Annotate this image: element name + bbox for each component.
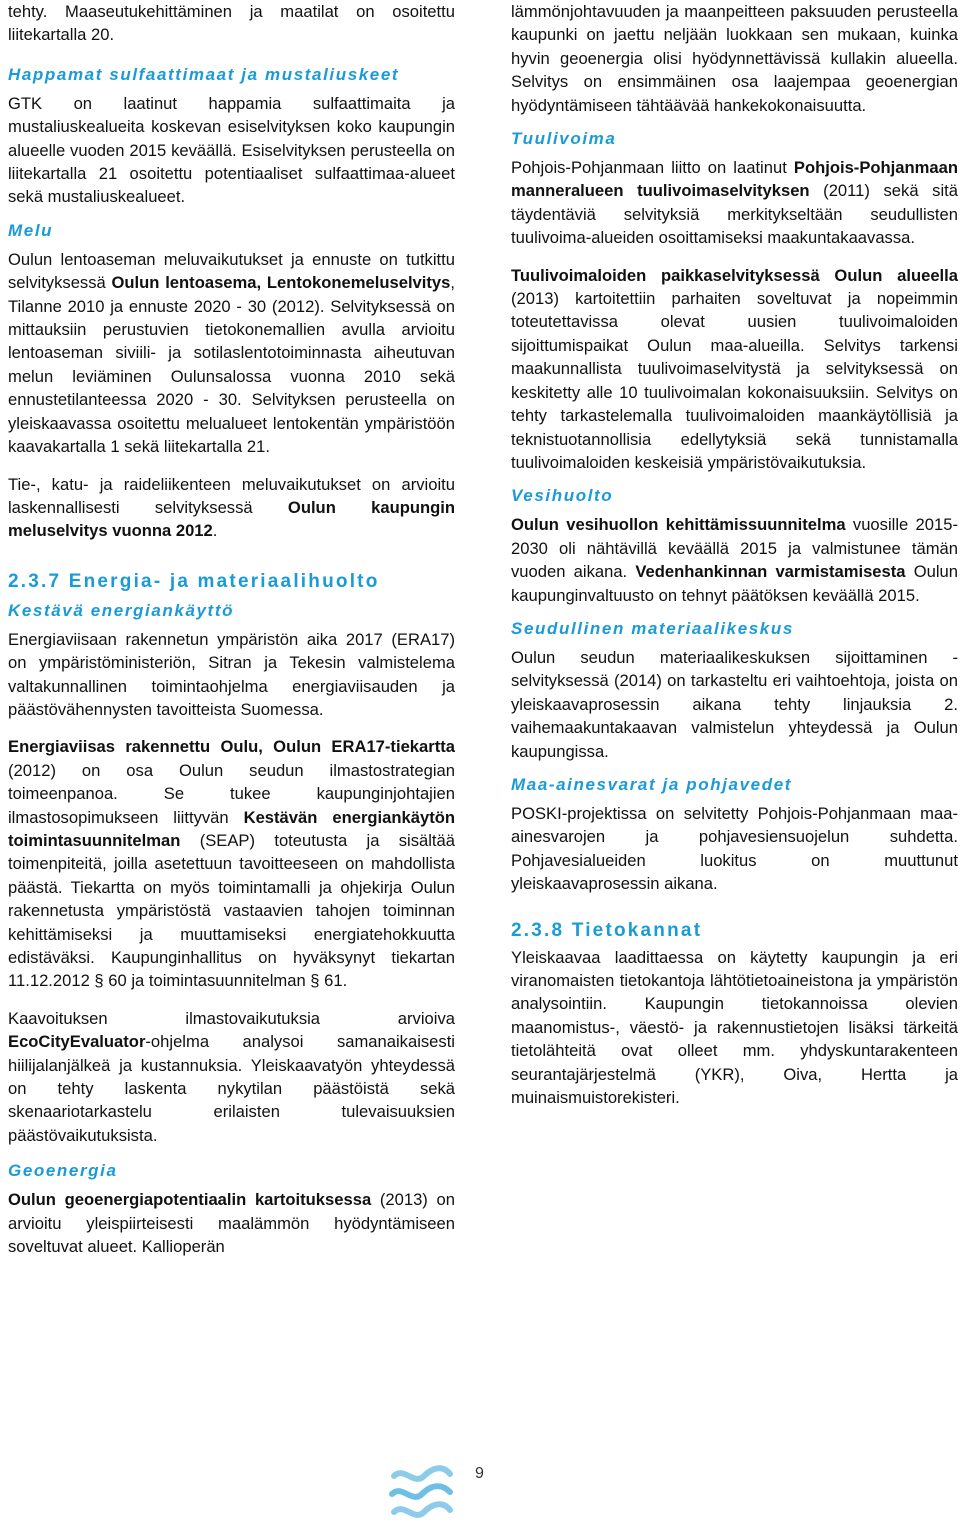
energia-link-era17: Energiaviisas rakennettu Oulu, Oulun ERA17-tiekartta (8, 737, 455, 757)
heading-kestava: Kestävä energiankäyttö (8, 600, 235, 620)
wave-logo-icon (388, 1462, 454, 1526)
melu2-text-c: . (212, 521, 218, 541)
intro-paragraph: tehty. Maaseutukehittäminen ja maatilat on osoitettu liitekartalla 20. (8, 2, 455, 45)
paragraph-geo-continued: lämmönjohtavuuden ja maanpeitteen paksuuden perusteella kaupunki on jaettu neljään luokkaan sen mukaan, kuinka hyvin geoenergia olisi hyödynnettävissä kullakin alueella. Selvitys on ensimmäinen osa laajempaa geoenergian hyödyntämiseen tähtäävää hankekokonaisuutta. (511, 2, 958, 115)
heading-melu: Melu (8, 220, 54, 240)
energia3-link-ecocity: EcoCityEvaluator (8, 1032, 146, 1052)
vesi-link-vedenhankinta: Vedenhankinnan varmistamisesta (635, 562, 906, 582)
energia-text-d: (SEAP) toteutusta ja sisältää toimenpiteitä, joilla asetettuun tavoitteeseen on mahdollista päästä. Tiekartta on myös toimintamalli ja ohjekirja Oulun rakennetusta ympäristöstä vastaavien tahojen toiminnan kehittämiseksi ja muuttamiseksi energiatehokkuutta edistäväksi. Kaupunginhallitus on hyväksynyt tiekartan 11.12.2012 § 60 ja toimintasuunnitelman § 61. (8, 830, 455, 991)
right-column (511, 0, 958, 1109)
paragraph-melu-1 (8, 248, 455, 459)
page-number: 9 (475, 1465, 484, 1482)
vesi-text-b: vuosille 2015-2030 oli nähtävillä keväällä 2015 ja valmistunee tämän vuoden aikana. (511, 515, 958, 582)
logo-wave-2 (392, 1486, 450, 1497)
paragraph-geoenergia (8, 1188, 455, 1258)
paragraph-tietokannat: Yleiskaavaa laadittaessa on käytetty kaupungin ja eri viranomaisten tietokantoja lähtötietoaineistona ja ympäristön analysointiin. Kaupungin tietokannoissa olevien maanomistus-, väestö- ja rakennustietojen lisäksi tärkeitä tietolähteitä ovat olleet mm. yhdyskuntarakenteen seurantajärjestelmä (YKR), Oiva, Hertta ja muinaismuistorekisteri. (511, 947, 958, 1108)
tuuli-link-selvitys: Pohjois-Pohjanmaan manneralueen tuulivoimaselvityksen (511, 158, 958, 201)
paragraph-happamat: GTK on laatinut happamia sulfaattimaita ja mustaliuskealueita koskevan esiselvityksen koko kaupungin alueelle vuoden 2015 keväällä. Esiselvityksen perusteella on liitekartalla 21 osoitettu potentiaaliset sulfaattimaa-alueet sekä mustaliuskealueet. (8, 93, 455, 207)
geo-link-kartoitus: Oulun geoenergiapotentiaalin kartoituksessa (8, 1190, 372, 1210)
geo-text-b: (2013) on arvioitu yleispiirteisesti maalämmön hyödyntämiseen soveltuvat alueet. Kallioperän (8, 1190, 455, 1257)
melu-text-c: , Tilanne 2010 ja ennuste 2020 - 30 (2012). Selvityksessä on mittauksiin perustuvien tietokonemallien avulla arvioitu lentoaseman siviili- ja sotilaslentotoiminnasta aiheutuvan melun leviäminen Oulunsalossa vuonna 2010 sekä ennustetilanteessa 2020 - 30. Selvityksen perusteella on yleiskaavassa osoitettu melualueet lentokentän ympäristöön kaavakartalla 1 sekä liitekartalla 21. (8, 273, 456, 457)
energia3-text-c: -ohjelma analysoi samanaikaisesti hiilijalanjälkeä ja kustannuksia. Yleiskaavatyön yhteydessä on tehty laskenta nykytilan päästöistä sekä skenaariotarkastelu erilaisten tulevaisuuksien päästövaikutuksista. (8, 1032, 455, 1145)
energia-link-seap: Kestävän energiankäytön toimintasuunnitelman (8, 807, 455, 850)
melu-link-lentoasema: Oulun lentoasema, Lentokonemeluselvitys (111, 273, 451, 293)
vesi-text-d: Oulun kaupunginvaltuusto on tehnyt päätöksen keväällä 2015. (511, 562, 959, 605)
heading-materiaalikeskus: Seudullinen materiaalikeskus (511, 618, 794, 638)
tuuli2-text-b: (2013) kartoitettiin parhaiten soveltuvat ja nopeimmin toteutettavissa olevat uusien tuulivoimaloiden sijoittumispaikat Oulun maa-alueilla. Selvitys tarkensi maakunnallista tuulivoimaselvitystä ja selvityksessä on keskitetty alle 10 tuulivoimalan kokonaisuuksiin. Selvitys on tehty tarkastelemalla tuulivoimaloiden maankäytöllisiä ja teknistuotannollisia edellytyksiä sekä tunnistamalla tuulivoimaloiden keskeisiä ympäristövaikutuksia. (511, 289, 958, 472)
paragraph-melu-2 (8, 473, 455, 543)
paragraph-energia-1: Energiaviisaan rakennetun ympäristön aika 2017 (ERA17) on ympäristöministeriön, Sitran ja Tekesin valmistelema valtakunnallinen toimintaohjelma energiaviisauden ja päästövähennysten tavoitteista Suomessa. (8, 629, 455, 719)
energia3-text-a: Kaavoituksen ilmastovaikutuksia arvioiva (8, 1008, 455, 1028)
heading-geoenergia: Geoenergia (8, 1161, 118, 1181)
paragraph-materiaalikeskus: Oulun seudun materiaalikeskuksen sijoittaminen -selvityksessä (2014) on tarkasteltu eri vaihtoehtoja, joista on yleiskaavaprosessin aikana tehty linjauksia 2. vaihemaakuntakaavan valmistelun yhteydessä ja Oulun kaupungissa. (511, 647, 958, 761)
melu2-link-meluselvitys: Oulun kaupungin meluselvitys vuonna 2012 (8, 497, 455, 541)
paragraph-maa-ainesvarat: POSKI-projektissa on selvitetty Pohjois-Pohjanmaan maa-ainesvarojen ja pohjavesiensuojelun suhdetta. Pohjavesialueiden luokitus on muuttunut yleiskaavaprosessin aikana. (511, 803, 958, 894)
heading-vesihuolto: Vesihuolto (511, 486, 614, 506)
logo-wave-3 (394, 1504, 450, 1515)
paragraph-vesihuolto (511, 513, 958, 607)
paragraph-tuuli-1 (511, 156, 958, 250)
tuuli-text-a: Pohjois-Pohjanmaan liitto on laatinut (511, 158, 794, 178)
heading-tuulivoima: Tuulivoima (511, 129, 617, 149)
melu2-text-a: Tie-, katu- ja raideliikenteen meluvaikutukset on arvioitu laskennallisesti selvityksessä (8, 474, 455, 517)
tuuli-text-c: (2011) sekä sitä täydentäviä selvityksiä merkitykseltään seudullisten tuulivoima-alueiden osoittamiseksi maakuntakaavassa. (511, 181, 958, 248)
heading-happamat: Happamat sulfaattimaat ja mustaliuskeet (8, 64, 400, 84)
melu-text-a: Oulun lentoaseman meluvaikutukset ja ennuste on tutkittu selvityksessä (8, 249, 455, 293)
paragraph-energia-3 (8, 1007, 455, 1147)
section-heading-tietokannat: 2.3.8 Tietokannat (511, 919, 703, 941)
tuuli2-link-paikkaselvitys: Tuulivoimaloiden paikkaselvityksessä Oulun alueella (511, 265, 958, 285)
vesi-link-suunnitelma: Oulun vesihuollon kehittämissuunnitelma (511, 515, 846, 535)
paragraph-energia-2 (8, 735, 455, 992)
section-heading-energia: 2.3.7 Energia- ja materiaalihuolto (8, 570, 380, 592)
paragraph-tuuli-2 (511, 264, 958, 475)
heading-maa-ainesvarat: Maa-ainesvarat ja pohjavedet (511, 774, 793, 794)
left-column (8, 0, 455, 1258)
logo-wave-1 (394, 1468, 450, 1479)
energia-text-b: (2012) on osa Oulun seudun ilmastostrategian toimeenpanoa. Se tukee kaupunginjohtajien ilmastosopimukseen liittyvän (8, 760, 455, 827)
